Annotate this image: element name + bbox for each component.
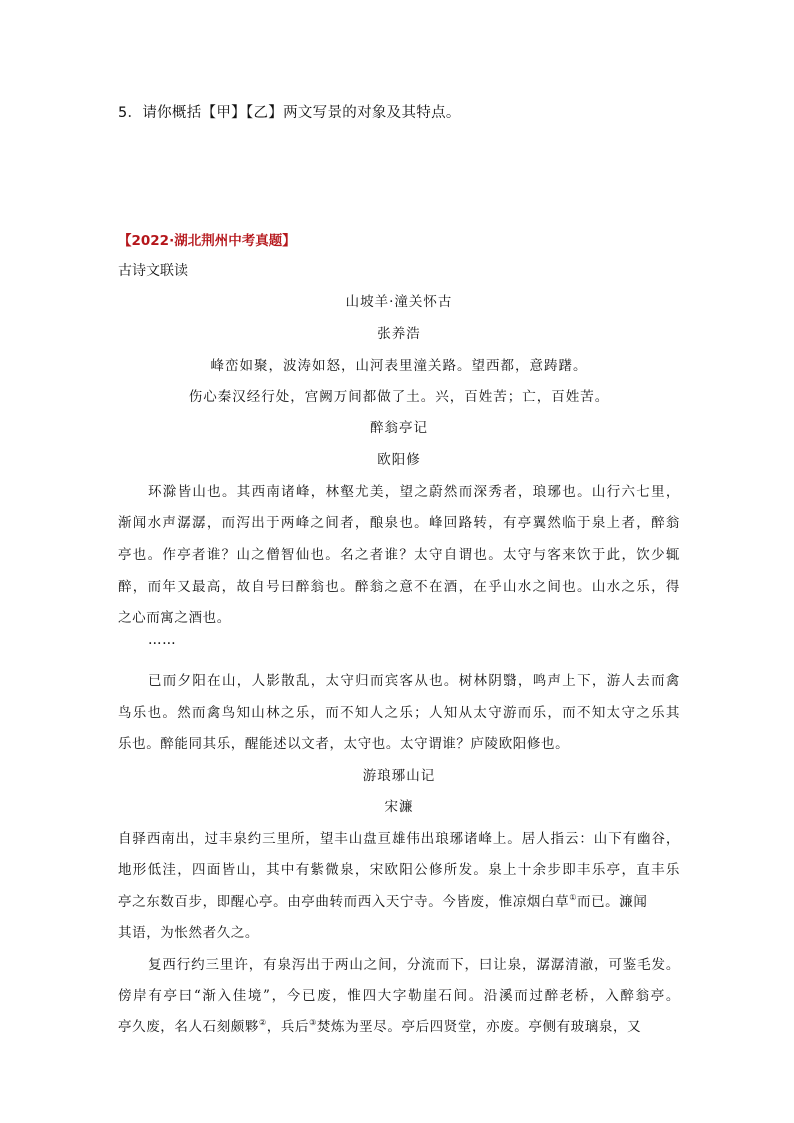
poem-author: 张养浩 [377, 326, 421, 342]
essay1-p2-line-2: 鸟乐也。然而禽鸟知山林之乐，而不知人之乐；人知从太守游而乐，而不知太守之乐其 [118, 705, 680, 721]
source-tag: 【2022·湖北荆州中考真题】 [118, 233, 296, 249]
poem-title: 山坡羊·潼关怀古 [345, 294, 453, 310]
essay2-author: 宋濂 [384, 799, 414, 815]
essay2-p2-line-2: 傍岸有亭曰“渐入佳境”，今已废，惟四大字勒崖石间。沿溪而过醉老桥，入醉翁亭。 [118, 988, 680, 1004]
essay1-p2-line-1: 已而夕阳在山，人影散乱，太守归而宾客从也。树林阴翳，鸣声上下，游人去而禽 [148, 673, 680, 689]
essay2-p1-line-2: 地形低洼，四面皆山，其中有紫微泉，宋欧阳公修所发。泉上十余步即丰乐亭，直丰乐 [118, 862, 680, 878]
poem-line-2: 伤心秦汉经行处，宫阙万间都做了土。兴，百姓苦；亡，百姓苦。 [188, 389, 610, 405]
section-label: 古诗文联读 [118, 263, 188, 279]
essay2-p2-line-3-c: 焚炼为垩尽。亭后四贤堂，亦废。亭侧有玻璃泉，又 [316, 1019, 642, 1035]
essay2-title: 游琅琊山记 [362, 768, 436, 784]
question-5: 5．请你概括【甲】【乙】两文写景的对象及其特点。 [118, 105, 461, 121]
footnote-marker-3: ③ [309, 1018, 317, 1027]
poem-line-1: 峰峦如聚，波涛如怒，山河表里潼关路。望西都，意踌躇。 [210, 358, 588, 374]
essay1-p1-line-3: 亭也。作亭者谁？山之僧智仙也。名之者谁？太守自谓也。太守与客来饮于此，饮少辄 [118, 547, 680, 563]
essay2-p2-line-3-a: 亭久废，名人石刻颇夥 [118, 1019, 259, 1035]
essay1-title: 醉翁亭记 [370, 420, 428, 436]
essay2-p2-line-3-b: ，兵后 [266, 1019, 310, 1035]
essay2-p2-line-1: 复西行约三里许，有泉泻出于两山之间，分流而下，曰让泉，潺潺清澈，可鉴毛发。 [148, 957, 680, 973]
essay1-p1-line-4: 醉，而年又最高，故自号曰醉翁也。醉翁之意不在酒，在乎山水之间也。山水之乐，得 [118, 579, 680, 595]
essay2-p1-line-3-text: 亭之东数百步，即醒心亭。由亭曲转而西入天宁寺。今皆废，惟凉烟白草 [118, 894, 570, 910]
essay1-p1-line-5: 之心而寓之酒也。 [118, 610, 231, 626]
essay2-p1-line-4: 其语，为怅然者久之。 [118, 925, 259, 941]
essay1-p2-line-3: 乐也。醉能同其乐，醒能述以文者，太守也。太守谓谁？庐陵欧阳修也。 [118, 736, 570, 752]
essay1-p1-line-2: 渐闻水声潺潺，而泻出于两峰之间者，酿泉也。峰回路转，有亭翼然临于泉上者，醉翁 [118, 515, 680, 531]
essay1-author: 欧阳修 [377, 452, 421, 468]
essay2-p1-line-1: 自驿西南出，过丰泉约三里所，望丰山盘亘雄伟出琅琊诸峰上。居人指云：山下有幽谷， [118, 831, 680, 847]
footnote-marker-1: ① [569, 893, 577, 902]
essay1-ellipsis: …… [148, 632, 177, 648]
footnote-marker-2: ② [259, 1018, 267, 1027]
essay2-p1-line-3 [118, 890, 680, 910]
essay1-p1-line-1: 环滁皆山也。其西南诸峰，林壑尤美，望之蔚然而深秀者，琅琊也。山行六七里， [148, 484, 680, 500]
essay2-p2-line-3 [118, 1015, 680, 1035]
essay2-p1-line-3-end: 而已。濂闻 [576, 894, 648, 910]
